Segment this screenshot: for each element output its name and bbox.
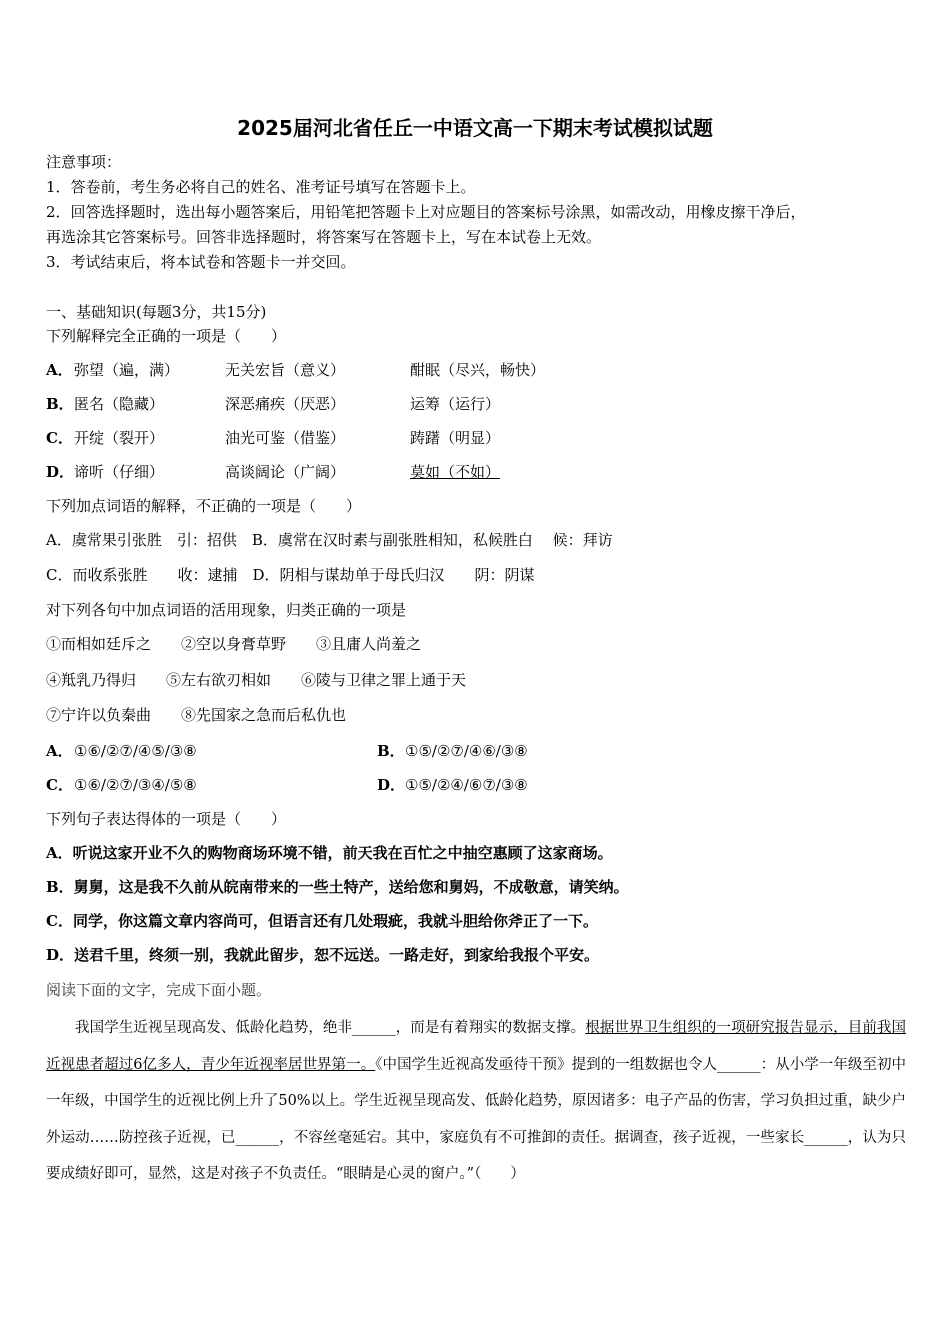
q1-option-label: A．: [46, 361, 73, 379]
q3-sentence: ⑦宁许以负秦曲 ⑧先国家之急而后私仇也: [46, 706, 347, 724]
passage-underlined-sentence: 根据世界卫生组织的一项研究报告显示，目前我国近视患者超过6亿多人，青少年近视率居世界第一。: [46, 1020, 906, 1073]
q3-option-label: D．: [377, 776, 406, 794]
q1-option-label: B．: [46, 395, 74, 413]
q2-option-line: A．虞常果引张胜 引：招供 B．虞常在汉时素与副张胜相知，私候胜白 候：拜访: [46, 531, 613, 549]
q3-option-label: A．: [46, 742, 73, 760]
q3-stem: 对下列各句中加点词语的活用现象，归类正确的一项是: [46, 601, 407, 619]
q1-option-term: 踌躇（明显）: [410, 429, 501, 447]
q1-option-label: C．: [46, 429, 73, 447]
q3-option-text: ①⑥/②⑦/④⑤/③⑧: [74, 742, 197, 760]
q3-sentence: ④羝乳乃得归 ⑤左右欲刃相如 ⑥陵与卫律之罪上通于天: [46, 671, 467, 689]
notice-item: 3．考试结束后，将本试卷和答题卡一并交回。: [46, 253, 356, 271]
q3-option-text: ①⑤/②⑦/④⑥/③⑧: [405, 742, 528, 760]
q1-stem: 下列解释完全正确的一项是（ ）: [46, 327, 287, 345]
notice-item: 再选涂其它答案标号。回答非选择题时，将答案写在答题卡上，写在本试卷上无效。: [46, 228, 602, 246]
q1-option-term: 弥望（遍，满）: [74, 361, 180, 379]
q1-option-term: 谛听（仔细）: [74, 463, 165, 481]
q4-option: C．同学，你这篇文章内容尚可，但语言还有几处瑕疵，我就斗胆给你斧正了一下。: [46, 912, 598, 930]
q1-option-term: 匿名（隐藏）: [74, 395, 165, 413]
page-title: 2025届河北省任丘一中语文高一下期末考试模拟试题: [237, 116, 713, 140]
q1-option-term: 高谈阔论（广阔）: [225, 463, 346, 481]
q4-option: A．听说这家开业不久的购物商场环境不错，前天我在百忙之中抽空惠顾了这家商场。: [46, 844, 613, 862]
notice-item: 2．回答选择题时，选出每小题答案后，用铅笔把答题卡上对应题目的答案标号涂黑，如需改动，用橡皮擦干净后，: [46, 203, 806, 221]
q1-option-term: 莫如（不如）: [410, 463, 501, 481]
q3-option-text: ①⑥/②⑦/③④/⑤⑧: [74, 776, 197, 794]
passage-text: 我国学生近视呈现高发、低龄化趋势，绝非______，而是有着翔实的数据支撑。: [75, 1020, 586, 1036]
q1-option-term: 无关宏旨（意义）: [225, 361, 346, 379]
q4-stem: 下列句子表达得体的一项是（ ）: [46, 810, 287, 828]
reading-passage: [46, 1010, 906, 1193]
q3-option-text: ①⑤/②④/⑥⑦/③⑧: [405, 776, 528, 794]
q2-option-line: C．而收系张胜 收：逮捕 D．阴相与谋劫单于母氏归汉 阴：阴谋: [46, 566, 535, 584]
q1-option-term: 运筹（运行）: [410, 395, 501, 413]
reading-instruction: 阅读下面的文字，完成下面小题。: [46, 981, 272, 999]
q1-option-term: 酣眠（尽兴，畅快）: [410, 361, 546, 379]
q3-sentence: ①而相如廷斥之 ②空以身膏草野 ③且庸人尚羞之: [46, 635, 422, 653]
q1-option-term: 深恶痛疾（厌恶）: [225, 395, 346, 413]
q2-stem: 下列加点词语的解释，不正确的一项是（ ）: [46, 497, 362, 515]
q4-option: B．舅舅，这是我不久前从皖南带来的一些土特产，送给您和舅妈，不成敬意，请笑纳。: [46, 878, 629, 896]
notice-heading: 注意事项：: [46, 153, 122, 171]
q1-option-term: 开绽（裂开）: [74, 429, 165, 447]
q4-option: D．送君千里，终须一别，我就此留步，恕不远送。一路走好，到家给我报个平安。: [46, 946, 600, 964]
q1-option-label: D．: [46, 463, 75, 481]
q3-option-label: B．: [377, 742, 405, 760]
notice-item: 1．答卷前，考生务必将自己的姓名、准考证号填写在答题卡上。: [46, 178, 476, 196]
section-heading: 一、基础知识(每题3分，共15分): [46, 303, 267, 321]
q3-option-label: C．: [46, 776, 73, 794]
q1-option-term: 油光可鉴（借鉴）: [225, 429, 346, 447]
passage-text: 《中国学生近视高发亟待干预》提到的一组数据也令人______：从小学一年级至初中一年级，中国学生的近视比例上升了50%以上。学生近视呈现高发、低龄化趋势，原因诸多：电子产品的伤害，学习负担过重，缺少户外运动……防控孩子近视，已______，不容丝毫延宕。其中，家庭负有不可推卸的责任。据调查，孩子近视，一些家长______，认为只要成绩好即可，显然，这是对孩子不负责任。“眼睛是心灵的窗户。”（ ）: [46, 1056, 906, 1182]
